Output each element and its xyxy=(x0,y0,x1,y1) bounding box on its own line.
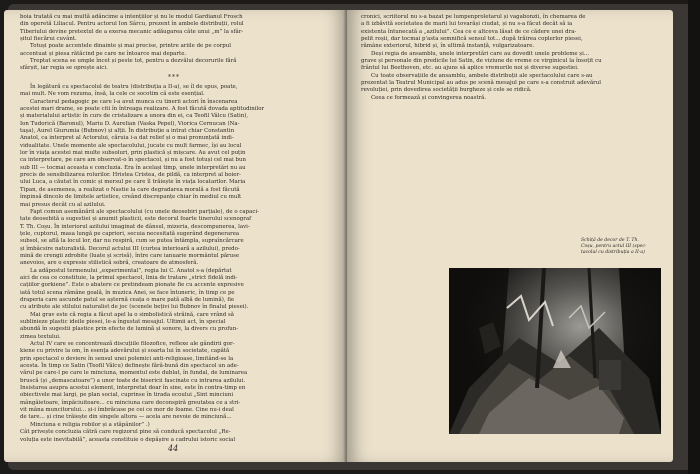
text-line: prezentat la Teatrul Municipal au adus pe scenă mesajul pe care s-a construit adevărul xyxy=(361,80,602,87)
caption-line: Coșu, pentru actul III (spec- xyxy=(581,244,647,250)
text-line: sublinieze plastic ideile piesei, le-a îngustat mesajul. Ultimii act, în special xyxy=(20,319,226,325)
text-line: Mai grav este că regia a făcut apel la o simbolistică străină, care vrând să xyxy=(30,311,235,318)
text-line: împinsă dincolo de limitele artistice, creând discrepanțe chiar în mediul cu mult xyxy=(20,194,242,201)
text-line: grave și personale din predicile lui Satin, de viziune de vreme ce virginicul la însoțit cu xyxy=(361,58,602,65)
text-line: de tare... și cine trăiește din singele altora — acela are nevoie de minciună... xyxy=(20,414,232,421)
text-line: accentuat și piesa rătăcind pe care ne întoarce mai departe. xyxy=(20,50,187,57)
text-line: Cât privește concluzia cătră care regizorul pine să conducă spectacolul „Re- xyxy=(20,429,231,436)
text-line: și materialului artistic în curs de cristalizare a unora din ei, ca Teofil Vâlcu (Satin), xyxy=(20,113,249,120)
text-line: a fi izbăvită societatea de marii lui tovarăși ciudat, și nu s-a făcut decât să ia xyxy=(361,21,573,28)
page-number: 44 xyxy=(168,444,179,453)
text-line: Totuși poate accentele dinainte și mai precise, printre ariile de pe corpul xyxy=(30,43,232,50)
text-line: din operetă Liliacul. Pentru actorul Ion Sârcu, prezent în ambele distribuții, rolul xyxy=(20,21,244,28)
section-divider: *** xyxy=(168,74,180,81)
text-line: țele, cuptorul, masa lungă pe capriori, secuia necesitată sugerând degenerarea xyxy=(20,230,240,237)
text-line: Ion Tudorică (Baronul), Mariu D. Aurelian (Vaska Pepel), Viorica Cernucan (Na- xyxy=(20,120,240,127)
text-line: Deși regia de ansamblu, unele interpretări care au dovedit unele probleme și... xyxy=(371,50,590,57)
left-body-text xyxy=(20,84,337,444)
text-line: prin spectacol o deviere în sensul unei polemici anti-religioase, limitând-se la xyxy=(20,355,234,362)
text-line: revoluției, prin dovedirea societății burgheze și cele se ridică. xyxy=(361,87,532,94)
text-line: Caracterul pedagogic pe care l-a avut munca cu tinerii actori în înscenarea xyxy=(30,98,238,105)
text-line: Treptat scena se umple încet și peste tot, pentru a dezvălui decorurile fără xyxy=(30,58,237,65)
text-line: vit mâna muncitorului... și-i îmbrăcase pe cei ce mor de foame. Cine nu-i deal xyxy=(20,407,234,414)
text-line: sub III — tocmai aceasta e concluzia. Era în același timp, unele interpretări nu au xyxy=(20,164,246,171)
text-line: Fapt comun asemănării ale spectacolului (cu unele deosebiri parțiale), de o capaci- xyxy=(30,208,259,215)
text-line: Anatol, ca interpret al Actorului, căruia i-a dat relief și o mai pronunțată indi- xyxy=(20,135,234,142)
text-line: existenta întunecată a „azilului”. Cea ce e altceva lăsat de ce cădere unei dra- xyxy=(361,28,577,35)
text-line: iată totul scena rămâne goală, în muzica Anei, se face întuneric, în timp ce pe xyxy=(20,289,235,296)
text-line: sfârșit, iar regia se oprește aici. xyxy=(20,65,108,72)
text-line: Tiberiului devine pretextul de a exersa mecanic adăugarea câte unui „m” la sfâr- xyxy=(20,28,244,35)
text-line: Ceea ce formează și convingerea noastră. xyxy=(371,94,487,101)
text-line: șitul fiecărui cuvânt. xyxy=(20,36,77,43)
text-line: draperia care ascunde patul se așternă ceața o mare pată albă de lumină), fie xyxy=(20,296,235,303)
text-line: pelit roșii, dar tocmai p'asta semnifică sensul tot... după trăirea coplerlor piesei, xyxy=(361,36,583,43)
stage-design-photo xyxy=(449,268,661,434)
text-line: Insistarea asupra acestui element, interpretat doar în sine, este în contra-timp en xyxy=(20,385,246,392)
text-line: T. Th. Coșu. În interiorul azilului imaginat de dânsul, mizeria, descompunerea, lavi- xyxy=(20,223,250,230)
text-line: vidualitate. Unele momente ale spectacolului, jucate cu mult farmec, își au locul xyxy=(20,142,242,149)
caption-line: tacolul cu distribuția a II-a) xyxy=(581,250,645,256)
right-page xyxy=(347,10,673,462)
text-line: precis de sensibilizarea rolurilor. Hristea Cristea, de pildă, ca interpret al boier- xyxy=(20,172,241,179)
text-line: În legătură cu spectacolul de teatru (distribuția a II-a), se îl de spus, poate, xyxy=(30,84,238,90)
text-line: mângâietoare, împăciuitoare... cu minciuna care deconspiră greutatea ce a stri- xyxy=(20,399,241,406)
photo-caption xyxy=(581,238,671,257)
text-line: subsol, se află la locul lor, dar nu respiră, cum se putea întâmpla, supraîncărcare xyxy=(20,238,244,245)
text-line: obiectivele mai largi, pe plan social, cuprinse în tirada ecoului „Sint minciuni xyxy=(20,392,234,399)
text-line: ca interpretare, pe care am observat-o în spectacol, și nu a fost totuși cel mai bun xyxy=(20,157,246,164)
text-line: kiene cu privire la om, în esența adevărului și soarta lui în societate, capătă xyxy=(20,348,230,355)
left-intro-text xyxy=(20,14,337,73)
text-line: cu atribute ale stilului naturalist de joc (scenele bețivi lui Bubnov în finalul piesei). xyxy=(20,304,249,311)
caption-line: Schiță de decor de T. Th. xyxy=(581,238,639,243)
text-line: cronici, scriitorul nu s-a bazat pe lumpenproletarul și vagabonzii, în chemarea de xyxy=(361,14,586,20)
text-line: La adăpostul termenului „experimental”, regia lui C. Anatol s-a (depărtat xyxy=(30,267,232,274)
stage-set-illustration xyxy=(449,268,661,434)
text-line: și îmbâcsire naturalistă. Decorul actului III (curtea interioară a azilului), predo- xyxy=(20,245,240,252)
text-line: frântul lui Beethoven, etc. au ajuns să aplice vremurile noi și diverse sugestiei. xyxy=(361,65,579,72)
text-line: mai mult. Ne vom rezuma, însă, la cele ce socotim că este esențial. xyxy=(20,91,205,98)
text-line: zimea textului. xyxy=(20,333,61,340)
text-line: cațiilor gorkiene”. Este o abatere ce pretindeam pionate fie cu accente expresive xyxy=(20,282,244,289)
text-line: acesta. În timp ce Satin (Teofil Vâlcu) definește fără-bună din spectacol un ade- xyxy=(20,363,239,370)
text-line: voluția este inevitabilă”, aceasta constituie o depășire a cadrului istoric social xyxy=(20,436,236,443)
text-line: mai presus decât cu al azilului. xyxy=(20,201,106,208)
text-line: abundă în sugestii plastice prin efecte de lumină și sonore, la divers cu profun- xyxy=(20,326,239,333)
text-line: Actul IV care se concentrează discuțiile filozofice, reflexe ale gândirii gor- xyxy=(30,341,235,348)
text-line: bruscă (și „demascatoare”) a unor toate de bisericii fascinate cu intrarea azilului. xyxy=(20,377,246,384)
text-line: ului Luca, a căutat în comic și mersul pe care îl trăiește în viața locatarilor. Maria xyxy=(20,179,246,186)
binding-edge xyxy=(688,0,700,474)
text-line: anevoios, are o expresie stilistică sobră, creatoare de atmosferă. xyxy=(20,260,199,267)
text-line: boia tratată cu mai multă adâncime a intențiilor și nu le modul Gardianul Frosch xyxy=(20,14,243,20)
text-line: tate deosebită a sugestiei și anumit plasticii, este decorul foarte tinerului scenograf xyxy=(20,216,252,223)
text-line: mină de crengii zdrobite (luate și scrisă), între care ianuarie mormântul păruse xyxy=(20,252,240,259)
text-line: Minciuna e religia robilor și a stăpânilor” .) xyxy=(30,421,150,428)
left-page xyxy=(4,10,347,462)
text-line: vărul pe care-l pe care le minciuna, momentul este dublat, în fundal, de luminarea xyxy=(20,370,248,377)
text-line: Tipan, de asemenea, a realizat o Nastie la care degradarea morală a fost făcută xyxy=(20,186,240,193)
text-line: lor în viața acestei mai multe subsoluri, prin plastică și mișcare. Au avut cel puțin xyxy=(20,150,246,157)
right-top-text xyxy=(361,14,663,102)
text-line: taşa), Aurel Giurumia (Bubnov) și alții. În distribuție a intrat chiar Constantin xyxy=(20,128,235,135)
text-line: aici de cea ce constituie, la primul spectacol, linia de tratare „strict fidelă indi- xyxy=(20,274,238,281)
text-line: Cu toate observațiile de ansamblu, ambele distribuții ale spectacolului care s-au xyxy=(371,72,593,79)
text-line: rămâne exteriorul, hibrid și, în ultimă instanță, vulgarizatoare. xyxy=(361,43,535,50)
text-line: acestei mari drame, se poate citi în întreaga realizare. A fost făcută dovada aptitudinilor xyxy=(20,106,265,113)
